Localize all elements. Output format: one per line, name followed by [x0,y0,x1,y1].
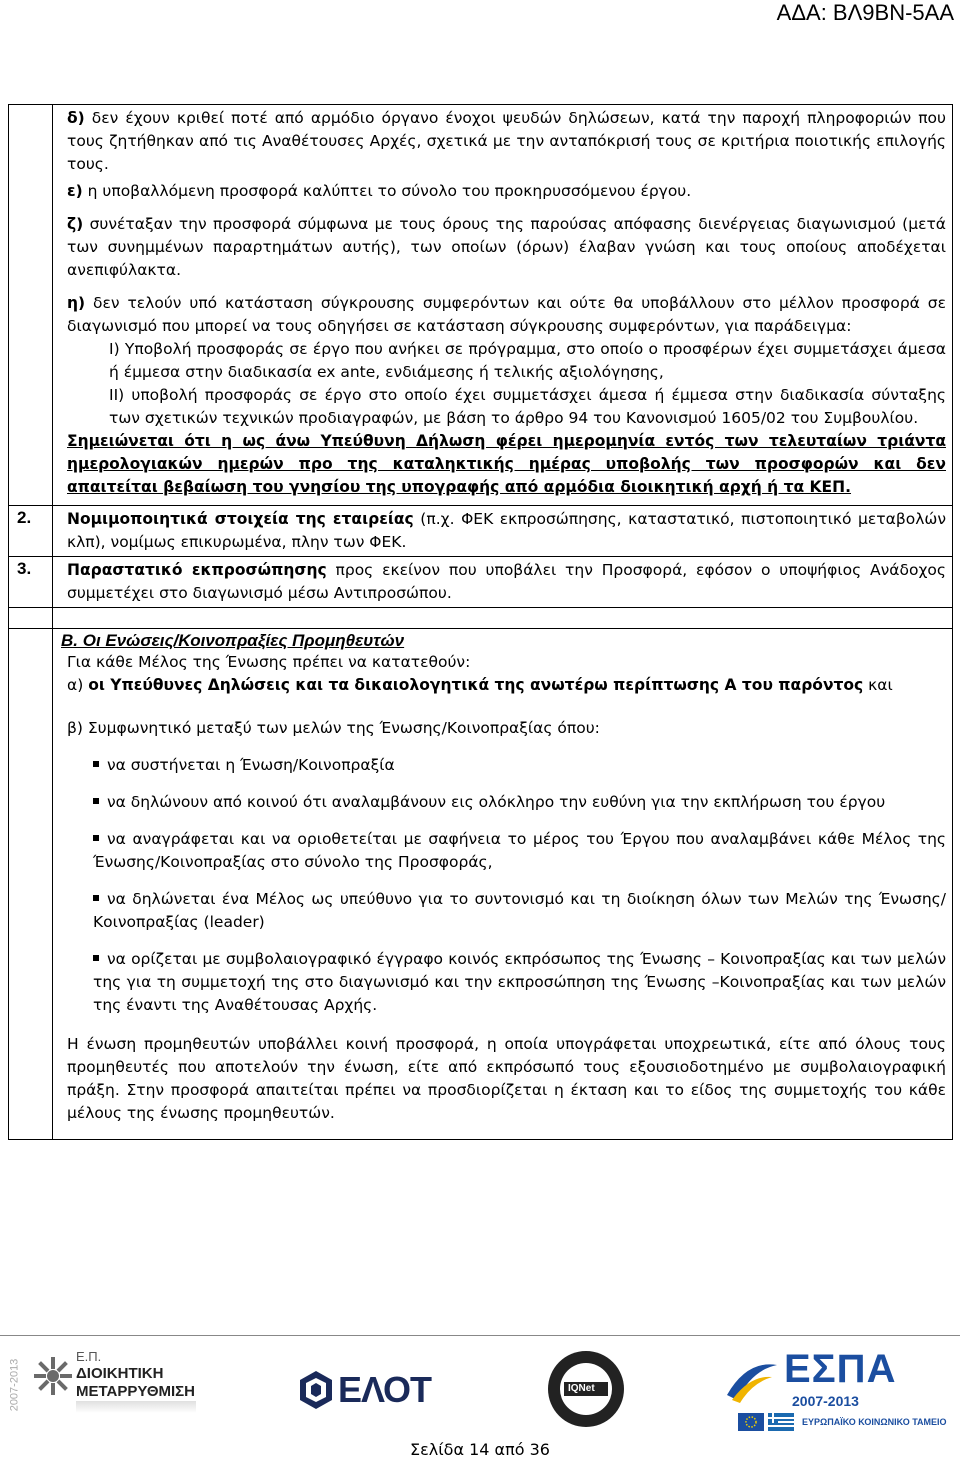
espa-swoosh-icon [722,1355,782,1405]
page-number: Σελίδα 14 από 36 [410,1440,550,1459]
declarations-cell [53,105,953,506]
table-row [9,105,953,506]
clause-z: ζ) συνέταξαν την προσφορά σύμφωνα με τους όρους της παρούσας απόφασης διενέργειας διαγωνισμού (μετά των συνημμένων παραρτημάτων αυτής), των οποίων (όρων) έλαβαν γνώση και τους οποίους αποδέχεται ανεπιφύλακτα. [67,215,946,279]
note-paragraph: Σημειώνεται ότι η ως άνω Υπεύθυνη Δήλωση φέρει ημερομηνία εντός των τελευταίων τριάντα ημερολογιακών ημερών προ της καταληκτικής ημέρας υποβολής των προσφορών και δεν απαιτείται βεβαίωση του γνησίου της υπογραφής από αρμόδια διοικητική αρχή ή τα ΚΕΠ. [67,432,946,496]
ada-code: ΑΔΑ: ΒΛ9ΒΝ-5ΑΑ [776,0,954,25]
closing-paragraph: Η ένωση προμηθευτών υποβάλλει κοινή προσφορά, η οποία υπογράφεται υποχρεωτικά, είτε από όλους τους προμηθευτές που αποτελούν την ένωση, είτε από εκπρόσωπό τους εξουσιοδοτημένο με συμβολαιογραφική πράξη. Στην προσφορά απαιτείται πρέπει να προσδιορίζεται η έκταση και το είδος της συμμετοχής του κάθε μέλους της ένωσης προμηθευτών. [67,1035,946,1122]
section-b-title: Β. Οι Ενώσεις/Κοινοπραξίες Προμηθευτών [61,631,405,650]
row-number: 3. [9,557,53,608]
representation-cell: Παραστατικό εκπροσώπησης προς εκείνον που υποβάλει την Προσφορά, εφόσον ο υποψήφιος Ανάδοχος συμμετέχει στο διαγωνισμό μέσω Αντιπροσώπου. [53,557,953,608]
clause-h-ii: ΙΙ) υποβολή προσφοράς σε έργο στο οποίο έχει συμμετάσχει άμεσα ή έμμεσα στην διαδικασία σύνταξης των σχετικών τεχνικών προδιαγραφών, με βάση το άρθρο 94 του Κανονισμού 1605/02 του Συμβουλίου. [109,386,946,427]
iqnet-seal: IQNet [546,1349,626,1429]
espa-logo: ΕΣΠΑ 2007-2013 ΕΥΡΩΠΑΪΚΟ ΚΟΙΝΩΝΙΚΟ ΤΑΜΕΙΟ [722,1347,952,1433]
star-icon [32,1355,74,1397]
list-item: να αναγράφεται και να οριοθετείται με σαφήνεια το μέρος του Έργου που αναλαμβάνει κάθε Μέλος της Ένωσης/Κοινοπραξίας στο σύνολο της Προσφοράς, [93,830,946,871]
row-number: 2. [9,506,53,557]
footer-logos [0,1345,960,1435]
list-item: να δηλώνεται ένα Μέλος ως υπεύθυνο για το συντονισμό και τη διοίκηση όλων των Μελών της Ένωσης/Κοινοπραξίας (leader) [93,890,946,931]
eu-flag-icon [738,1413,764,1431]
bullet-list [67,754,946,1017]
intro: Για κάθε Μέλος της Ένωσης πρέπει να κατατεθούν: [67,653,471,671]
clause-h: η) δεν τελούν υπό κατάσταση σύγκρουσης συμφερόντων και ούτε θα υποβάλλουν στο μέλλον προσφορά σε διαγωνισμό που μπορεί να τους οδηγήσει σε κατάσταση σύγκρουσης συμφερόντων, για παράδειγμα: [67,294,946,335]
greek-flag-icon [768,1413,794,1431]
clause-e: ε) η υποβαλλόμενη προσφορά καλύπτει το σύνολο του προκηρυσσόμενου έργου. [67,182,692,200]
item-a: α) οι Υπεύθυνες Δηλώσεις και τα δικαιολογητικά της ανωτέρω περίπτωσης Α του παρόντος και [67,676,893,694]
list-item: να δηλώνουν από κοινού ότι αναλαμβάνουν εις ολόκληρο την ευθύνη για την εκπλήρωση του έργου [67,791,946,814]
list-item: να συστήνεται η Ένωση/Κοινοπραξία [67,754,946,777]
table-row [9,629,953,1140]
item-b: β) Συμφωνητικό μεταξύ των μελών της Ένωσης/Κοινοπραξίας όπου: [67,719,600,737]
clause-h-i: Ι) Υποβολή προσφοράς σε έργο που ανήκει σε πρόγραμμα, στο οποίο ο προσφέρων έχει συμμετάσχει άμεσα ή έμμεσα στην διαδικασία ex ante, ενδιάμεσης ή τελικής αξιολόγησης, [109,340,946,381]
table-row [9,506,953,557]
table-row [9,557,953,608]
requirements-table [8,104,953,1140]
legal-docs-cell: Νομιμοποιητικά στοιχεία της εταιρείας (π.χ. ΦΕΚ εκπροσώπησης, καταστατικό, πιστοποιητικό μεταβολών κλπ), νομίμως επικυρωμένα, πλην των ΦΕΚ. [53,506,953,557]
list-item: να ορίζεται με συμβολαιογραφικό έγγραφο κοινός εκπρόσωπος της Ένωσης – Κοινοπραξίας και των μελών της για τη συμμετοχή της στο διαγωνισμό και την εκπροσώπηση της Ένωσης –Κοινοπραξίας και των μελών της έναντι της Αναθέτουσας Αρχής. [93,950,946,1014]
years-vertical: 2007-2013 [8,1358,21,1412]
footer-divider [0,1335,960,1336]
op-logo: 2007-2013 Ε.Π. ΔΙΟΙΚΗΤΙΚΗ ΜΕΤΑΡΡΥΘΜΙΣΗ [8,1349,195,1412]
clause-d: δ) δεν έχουν κριθεί ποτέ από αρμόδιο όργανο ένοχοι ψευδών δηλώσεων, κατά την παροχή πληροφοριών που τους ζητήθηκαν από τις Αναθέτουσες Αρχές, σχετικά με την ανταπόκρισή τους σε κριτήρια ποιοτικής επιλογής τους. [67,109,946,173]
elot-mark-icon [300,1371,332,1409]
document-body [8,104,952,1140]
table-row [9,608,953,629]
elot-logo: ΕΛΟΤ [300,1367,440,1417]
consortium-cell [53,629,953,1140]
